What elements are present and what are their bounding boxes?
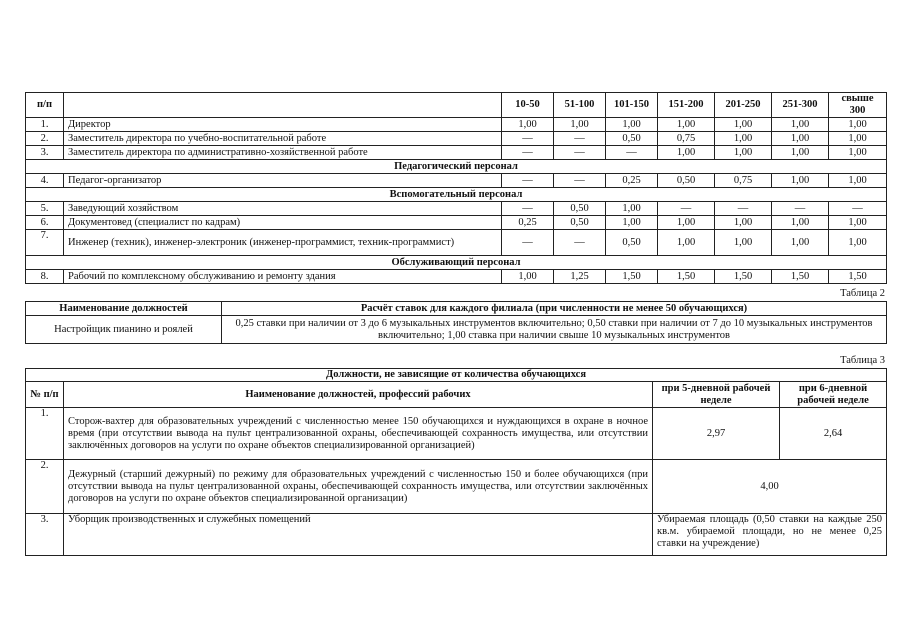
rate-value: 1,50 <box>829 270 887 284</box>
table3-header-5day: при 5-дневной рабочей неделе <box>653 382 780 408</box>
rate-value: — <box>715 202 772 216</box>
rate-value: 1,00 <box>606 202 658 216</box>
rate-value: 1,50 <box>606 270 658 284</box>
table-row <box>26 216 887 230</box>
position-name: Рабочий по комплексному обслуживанию и ремонту здания <box>64 270 502 284</box>
table2-caption: Таблица 2 <box>840 288 885 299</box>
table3-title: Должности, не зависящие от количества обучающихся <box>26 369 887 382</box>
rate-value: 0,75 <box>658 132 715 146</box>
row-number: 2. <box>26 132 64 146</box>
row-number: 1. <box>26 118 64 132</box>
rate-value: 1,00 <box>829 132 887 146</box>
section-title: Педагогический персонал <box>26 160 887 174</box>
rate-value: — <box>829 202 887 216</box>
rate-value: 0,25 <box>606 174 658 188</box>
table-row <box>26 270 887 284</box>
table3-row-value-5day: 2,97 <box>653 408 780 460</box>
section-row <box>26 256 887 270</box>
table1-header-cell: свыше 300 <box>829 93 887 118</box>
rate-value: — <box>502 174 554 188</box>
table1-header-cell: 251-300 <box>772 93 829 118</box>
table1-header-cell <box>64 93 502 118</box>
table1-header-cell: п/п <box>26 93 64 118</box>
rate-value: 1,00 <box>715 216 772 230</box>
table-row <box>26 230 887 256</box>
table-row <box>26 174 887 188</box>
rate-value: 1,50 <box>658 270 715 284</box>
position-name: Инженер (техник), инженер-электроник (инженер-программист, техник-программист) <box>64 230 502 256</box>
table2-position-name: Настройщик пианино и роялей <box>26 316 222 344</box>
rate-value: 1,00 <box>772 132 829 146</box>
rate-value: 1,00 <box>715 230 772 256</box>
table3-row-value-merged: Убираемая площадь (0,50 ставки на каждые 250 кв.м. убираемой площади, но не менее 0,25 ставки на учреждение) <box>653 514 887 556</box>
rate-value: 1,00 <box>502 118 554 132</box>
section-row <box>26 188 887 202</box>
rate-value: 0,25 <box>502 216 554 230</box>
table2-header-position: Наименование должностей <box>26 302 222 316</box>
table1-header-row <box>26 93 887 118</box>
row-number: 4. <box>26 174 64 188</box>
table2-calculation-text: 0,25 ставки при наличии от 3 до 6 музыкальных инструментов включительно; 0,50 ставки при наличии от 7 до 10 музыкальных инструментов включительно; 1,00 ставка при наличии свыше 10 музыкальных инструментов <box>222 316 887 344</box>
independent-positions-table <box>25 368 887 556</box>
rate-value: — <box>502 202 554 216</box>
table3-caption: Таблица 3 <box>840 355 885 366</box>
section-title: Вспомогательный персонал <box>26 188 887 202</box>
table-row <box>26 132 887 146</box>
rate-value: 1,25 <box>554 270 606 284</box>
rate-value: 1,00 <box>502 270 554 284</box>
table1-header-cell: 10-50 <box>502 93 554 118</box>
rate-value: 1,00 <box>829 118 887 132</box>
rate-value: 1,00 <box>772 146 829 160</box>
row-number: 6. <box>26 216 64 230</box>
table3-header-6day: при 6-дневной рабочей неделе <box>780 382 887 408</box>
section-row <box>26 160 887 174</box>
rate-value: — <box>502 132 554 146</box>
rate-value: 1,00 <box>658 230 715 256</box>
section-title: Обслуживающий персонал <box>26 256 887 270</box>
rate-value: 1,00 <box>658 146 715 160</box>
rate-value: 1,00 <box>715 146 772 160</box>
rate-value: 0,50 <box>606 132 658 146</box>
staffing-table <box>25 92 887 284</box>
table-row <box>26 118 887 132</box>
rate-value: 1,00 <box>715 118 772 132</box>
row-number: 7. <box>26 230 64 256</box>
rate-value: 0,50 <box>606 230 658 256</box>
rate-value: 1,00 <box>658 118 715 132</box>
rate-value: 1,00 <box>772 216 829 230</box>
staffing-table-body <box>26 93 887 284</box>
rate-value: 1,00 <box>772 118 829 132</box>
table3-row-number: 3. <box>26 514 64 556</box>
table3-row-name: Уборщик производственных и служебных помещений <box>64 514 653 556</box>
rate-value: 1,00 <box>554 118 606 132</box>
position-name: Заведующий хозяйством <box>64 202 502 216</box>
rate-value: 1,00 <box>658 216 715 230</box>
position-name: Документовед (специалист по кадрам) <box>64 216 502 230</box>
table3-row-value-merged: 4,00 <box>653 460 887 514</box>
rate-value: 0,50 <box>554 216 606 230</box>
table3-row-name: Сторож-вахтер для образовательных учреждений с численностью менее 150 обучающихся и нуждающихся в охране в ночное время (при отсутствии вывода на пульт централизованной охраны, обеспечивающей сохранность имущества, или отсутствии заключённых договоров на услуги по охране объектов специализированной организацией) <box>64 408 653 460</box>
position-name: Педагог-организатор <box>64 174 502 188</box>
rate-value: 1,00 <box>772 230 829 256</box>
table3-row-name: Дежурный (старший дежурный) по режиму для образовательных учреждений с численностью 150 и более обучающихся (при отсутствии вывода на пульт централизованной охраны, обеспечивающей сохранность имущества, или отсутствии заключённых договоров на услуги по охране объектов специализированной организации) <box>64 460 653 514</box>
rate-value: 1,00 <box>829 174 887 188</box>
rate-value: 0,50 <box>554 202 606 216</box>
rate-value: — <box>502 146 554 160</box>
rate-value: 1,50 <box>772 270 829 284</box>
table1-header-cell: 201-250 <box>715 93 772 118</box>
rate-value: 1,50 <box>715 270 772 284</box>
row-number: 3. <box>26 146 64 160</box>
rate-value: — <box>658 202 715 216</box>
position-name: Директор <box>64 118 502 132</box>
rate-value: 1,00 <box>829 230 887 256</box>
row-number: 8. <box>26 270 64 284</box>
table3-row-number: 1. <box>26 408 64 460</box>
rate-value: — <box>554 174 606 188</box>
table-row <box>26 146 887 160</box>
row-number: 5. <box>26 202 64 216</box>
rate-value: — <box>502 230 554 256</box>
rate-value: 0,50 <box>658 174 715 188</box>
position-name: Заместитель директора по учебно-воспитательной работе <box>64 132 502 146</box>
rate-value: — <box>554 230 606 256</box>
table3-header-number: № п/п <box>26 382 64 408</box>
table1-header-cell: 151-200 <box>658 93 715 118</box>
rate-value: 1,00 <box>606 216 658 230</box>
rate-value: — <box>554 132 606 146</box>
table2-header-calculation: Расчёт ставок для каждого филиала (при численности не менее 50 обучающихся) <box>222 302 887 316</box>
rate-value: 1,00 <box>772 174 829 188</box>
rate-value: — <box>772 202 829 216</box>
rate-value: 1,00 <box>715 132 772 146</box>
table3-row-number: 2. <box>26 460 64 514</box>
rate-value: — <box>554 146 606 160</box>
table3-header-name: Наименование должностей, профессий рабочих <box>64 382 653 408</box>
rate-value: 1,00 <box>829 216 887 230</box>
rate-value: 1,00 <box>606 118 658 132</box>
position-name: Заместитель директора по административно-хозяйственной работе <box>64 146 502 160</box>
tuner-table <box>25 301 887 344</box>
table-row <box>26 202 887 216</box>
rate-value: 1,00 <box>829 146 887 160</box>
table3-row-value-6day: 2,64 <box>780 408 887 460</box>
table1-header-cell: 101-150 <box>606 93 658 118</box>
rate-value: — <box>606 146 658 160</box>
rate-value: 0,75 <box>715 174 772 188</box>
table1-header-cell: 51-100 <box>554 93 606 118</box>
